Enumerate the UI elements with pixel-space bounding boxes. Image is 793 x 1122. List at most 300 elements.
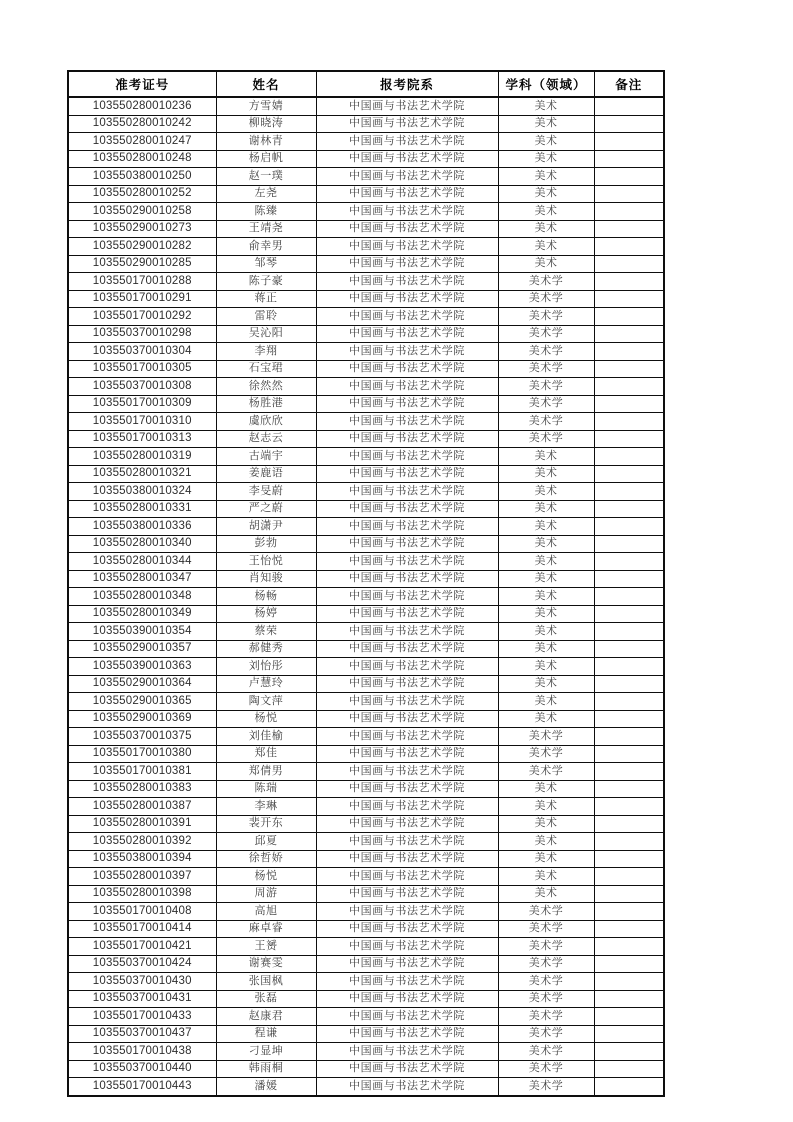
cell-name: 赵一璞 — [216, 168, 316, 186]
cell-name: 刁显坤 — [216, 1043, 316, 1061]
cell-admission-number: 103550170010305 — [68, 360, 216, 378]
cell-note — [594, 990, 664, 1008]
cell-name: 程谦 — [216, 1025, 316, 1043]
table-row — [68, 798, 664, 816]
cell-subject: 美术学 — [498, 1078, 594, 1096]
cell-department: 中国画与书法艺术学院 — [316, 448, 498, 466]
cell-subject: 美术 — [498, 570, 594, 588]
table-row — [68, 115, 664, 133]
cell-note — [594, 1043, 664, 1061]
cell-admission-number: 103550170010309 — [68, 395, 216, 413]
cell-note — [594, 553, 664, 571]
cell-name: 左尧 — [216, 185, 316, 203]
cell-note — [594, 115, 664, 133]
cell-name: 柳晓涛 — [216, 115, 316, 133]
cell-admission-number: 103550280010236 — [68, 97, 216, 115]
cell-note — [594, 588, 664, 606]
cell-department: 中国画与书法艺术学院 — [316, 308, 498, 326]
cell-admission-number: 103550170010292 — [68, 308, 216, 326]
cell-subject: 美术 — [498, 675, 594, 693]
cell-note — [594, 220, 664, 238]
cell-subject: 美术 — [498, 640, 594, 658]
cell-note — [594, 815, 664, 833]
cell-note — [594, 658, 664, 676]
cell-subject: 美术 — [498, 168, 594, 186]
cell-name: 赵康君 — [216, 1008, 316, 1026]
table-row — [68, 850, 664, 868]
cell-note — [594, 780, 664, 798]
cell-department: 中国画与书法艺术学院 — [316, 640, 498, 658]
table-row — [68, 990, 664, 1008]
table-header-row — [68, 71, 664, 97]
cell-department: 中国画与书法艺术学院 — [316, 815, 498, 833]
table-row — [68, 500, 664, 518]
cell-department: 中国画与书法艺术学院 — [316, 203, 498, 221]
cell-name: 韩雨桐 — [216, 1060, 316, 1078]
cell-name: 邱夏 — [216, 833, 316, 851]
cell-note — [594, 255, 664, 273]
cell-name: 陈子豪 — [216, 273, 316, 291]
cell-name: 古端宇 — [216, 448, 316, 466]
cell-admission-number: 103550290010282 — [68, 238, 216, 256]
cell-name: 赵志云 — [216, 430, 316, 448]
cell-subject: 美术 — [498, 448, 594, 466]
cell-name: 刘佳榆 — [216, 728, 316, 746]
cell-subject: 美术 — [498, 815, 594, 833]
cell-subject: 美术 — [498, 605, 594, 623]
cell-subject: 美术学 — [498, 395, 594, 413]
cell-department: 中国画与书法艺术学院 — [316, 430, 498, 448]
column-header-id: 准考证号 — [68, 71, 216, 97]
cell-subject: 美术学 — [498, 1025, 594, 1043]
cell-subject: 美术 — [498, 518, 594, 536]
cell-name: 张磊 — [216, 990, 316, 1008]
cell-subject: 美术 — [498, 238, 594, 256]
cell-department: 中国画与书法艺术学院 — [316, 920, 498, 938]
table-row — [68, 518, 664, 536]
cell-subject: 美术学 — [498, 430, 594, 448]
cell-department: 中国画与书法艺术学院 — [316, 465, 498, 483]
cell-admission-number: 103550280010319 — [68, 448, 216, 466]
cell-subject: 美术 — [498, 868, 594, 886]
cell-note — [594, 343, 664, 361]
cell-name: 卢慧玲 — [216, 675, 316, 693]
cell-admission-number: 103550370010437 — [68, 1025, 216, 1043]
cell-name: 刘怡彤 — [216, 658, 316, 676]
cell-note — [594, 1008, 664, 1026]
table-row — [68, 658, 664, 676]
cell-admission-number: 103550290010258 — [68, 203, 216, 221]
table-row — [68, 465, 664, 483]
cell-admission-number: 103550370010424 — [68, 955, 216, 973]
cell-note — [594, 535, 664, 553]
cell-name: 蔡荣 — [216, 623, 316, 641]
cell-department: 中国画与书法艺术学院 — [316, 360, 498, 378]
cell-department: 中国画与书法艺术学院 — [316, 990, 498, 1008]
cell-name: 吴沁阳 — [216, 325, 316, 343]
cell-note — [594, 185, 664, 203]
cell-note — [594, 308, 664, 326]
cell-admission-number: 103550290010369 — [68, 710, 216, 728]
table-row — [68, 640, 664, 658]
table-row — [68, 1008, 664, 1026]
cell-admission-number: 103550380010336 — [68, 518, 216, 536]
cell-department: 中国画与书法艺术学院 — [316, 833, 498, 851]
cell-note — [594, 623, 664, 641]
cell-department: 中国画与书法艺术学院 — [316, 185, 498, 203]
table-row — [68, 360, 664, 378]
cell-note — [594, 885, 664, 903]
table-row — [68, 413, 664, 431]
table-row — [68, 553, 664, 571]
cell-department: 中国画与书法艺术学院 — [316, 868, 498, 886]
cell-department: 中国画与书法艺术学院 — [316, 710, 498, 728]
cell-department: 中国画与书法艺术学院 — [316, 728, 498, 746]
table-row — [68, 728, 664, 746]
cell-department: 中国画与书法艺术学院 — [316, 658, 498, 676]
cell-name: 蒋正 — [216, 290, 316, 308]
cell-name: 陶文萍 — [216, 693, 316, 711]
cell-note — [594, 763, 664, 781]
cell-name: 虞欣欣 — [216, 413, 316, 431]
cell-subject: 美术 — [498, 588, 594, 606]
cell-department: 中国画与书法艺术学院 — [316, 675, 498, 693]
cell-note — [594, 710, 664, 728]
cell-admission-number: 103550170010288 — [68, 273, 216, 291]
cell-subject: 美术学 — [498, 308, 594, 326]
cell-note — [594, 150, 664, 168]
cell-admission-number: 103550380010394 — [68, 850, 216, 868]
cell-admission-number: 103550370010375 — [68, 728, 216, 746]
cell-admission-number: 103550280010387 — [68, 798, 216, 816]
cell-note — [594, 273, 664, 291]
table-row — [68, 675, 664, 693]
cell-name: 彭勃 — [216, 535, 316, 553]
table-row — [68, 763, 664, 781]
cell-name: 陈臻 — [216, 203, 316, 221]
cell-admission-number: 103550170010433 — [68, 1008, 216, 1026]
cell-admission-number: 103550280010392 — [68, 833, 216, 851]
table-row — [68, 395, 664, 413]
cell-name: 李琳 — [216, 798, 316, 816]
table-row — [68, 290, 664, 308]
cell-name: 李旻蔚 — [216, 483, 316, 501]
cell-subject: 美术学 — [498, 728, 594, 746]
cell-admission-number: 103550170010291 — [68, 290, 216, 308]
cell-department: 中国画与书法艺术学院 — [316, 325, 498, 343]
cell-admission-number: 103550280010248 — [68, 150, 216, 168]
cell-name: 郝健秀 — [216, 640, 316, 658]
cell-subject: 美术 — [498, 133, 594, 151]
table-row — [68, 833, 664, 851]
cell-name: 谢林青 — [216, 133, 316, 151]
cell-admission-number: 103550370010298 — [68, 325, 216, 343]
cell-department: 中国画与书法艺术学院 — [316, 588, 498, 606]
cell-department: 中国画与书法艺术学院 — [316, 553, 498, 571]
table-row — [68, 535, 664, 553]
cell-admission-number: 103550280010349 — [68, 605, 216, 623]
cell-subject: 美术学 — [498, 973, 594, 991]
cell-name: 肖知骏 — [216, 570, 316, 588]
cell-name: 徐哲娇 — [216, 850, 316, 868]
cell-name: 杨悦 — [216, 710, 316, 728]
cell-department: 中国画与书法艺术学院 — [316, 885, 498, 903]
cell-admission-number: 103550280010391 — [68, 815, 216, 833]
cell-subject: 美术学 — [498, 343, 594, 361]
cell-name: 石宝珺 — [216, 360, 316, 378]
cell-admission-number: 103550370010430 — [68, 973, 216, 991]
cell-subject: 美术 — [498, 780, 594, 798]
cell-subject: 美术 — [498, 693, 594, 711]
cell-admission-number: 103550280010348 — [68, 588, 216, 606]
cell-admission-number: 103550380010250 — [68, 168, 216, 186]
cell-name: 张国枫 — [216, 973, 316, 991]
cell-name: 谢赛雯 — [216, 955, 316, 973]
cell-admission-number: 103550170010408 — [68, 903, 216, 921]
cell-note — [594, 203, 664, 221]
cell-note — [594, 133, 664, 151]
cell-admission-number: 103550390010354 — [68, 623, 216, 641]
table-row — [68, 903, 664, 921]
table-row — [68, 885, 664, 903]
candidate-roster-table — [67, 70, 665, 1097]
cell-subject: 美术学 — [498, 1043, 594, 1061]
cell-admission-number: 103550390010363 — [68, 658, 216, 676]
table-row — [68, 815, 664, 833]
cell-name: 王靖尧 — [216, 220, 316, 238]
table-row — [68, 133, 664, 151]
cell-subject: 美术学 — [498, 290, 594, 308]
cell-subject: 美术学 — [498, 413, 594, 431]
cell-name: 雷聆 — [216, 308, 316, 326]
cell-subject: 美术 — [498, 623, 594, 641]
cell-subject: 美术学 — [498, 325, 594, 343]
cell-department: 中国画与书法艺术学院 — [316, 150, 498, 168]
cell-subject: 美术学 — [498, 360, 594, 378]
cell-note — [594, 430, 664, 448]
cell-note — [594, 325, 664, 343]
cell-subject: 美术 — [498, 483, 594, 501]
cell-note — [594, 378, 664, 396]
table-row — [68, 1025, 664, 1043]
cell-name: 王怡悦 — [216, 553, 316, 571]
cell-admission-number: 103550170010380 — [68, 745, 216, 763]
cell-note — [594, 728, 664, 746]
column-header-dept: 报考院系 — [316, 71, 498, 97]
table-row — [68, 693, 664, 711]
column-header-name: 姓名 — [216, 71, 316, 97]
cell-admission-number: 103550380010324 — [68, 483, 216, 501]
cell-department: 中国画与书法艺术学院 — [316, 395, 498, 413]
cell-note — [594, 448, 664, 466]
cell-name: 郑倩男 — [216, 763, 316, 781]
cell-admission-number: 103550370010440 — [68, 1060, 216, 1078]
cell-subject: 美术学 — [498, 1060, 594, 1078]
table-row — [68, 273, 664, 291]
cell-admission-number: 103550280010242 — [68, 115, 216, 133]
cell-note — [594, 833, 664, 851]
cell-name: 周游 — [216, 885, 316, 903]
cell-name: 杨悦 — [216, 868, 316, 886]
cell-subject: 美术 — [498, 115, 594, 133]
cell-department: 中国画与书法艺术学院 — [316, 745, 498, 763]
table-row — [68, 97, 664, 115]
table-row — [68, 238, 664, 256]
cell-subject: 美术 — [498, 798, 594, 816]
cell-note — [594, 973, 664, 991]
cell-note — [594, 290, 664, 308]
cell-admission-number: 103550170010381 — [68, 763, 216, 781]
cell-admission-number: 103550280010340 — [68, 535, 216, 553]
cell-subject: 美术学 — [498, 903, 594, 921]
cell-department: 中国画与书法艺术学院 — [316, 850, 498, 868]
cell-department: 中国画与书法艺术学院 — [316, 938, 498, 956]
cell-subject: 美术 — [498, 710, 594, 728]
cell-admission-number: 103550290010285 — [68, 255, 216, 273]
table-row — [68, 185, 664, 203]
cell-admission-number: 103550280010252 — [68, 185, 216, 203]
table-row — [68, 955, 664, 973]
table-row — [68, 588, 664, 606]
cell-admission-number: 103550280010247 — [68, 133, 216, 151]
cell-subject: 美术学 — [498, 1008, 594, 1026]
cell-subject: 美术 — [498, 553, 594, 571]
cell-name: 方雪婧 — [216, 97, 316, 115]
cell-department: 中国画与书法艺术学院 — [316, 955, 498, 973]
cell-department: 中国画与书法艺术学院 — [316, 780, 498, 798]
cell-name: 杨婷 — [216, 605, 316, 623]
cell-name: 郑佳 — [216, 745, 316, 763]
table-row — [68, 483, 664, 501]
cell-department: 中国画与书法艺术学院 — [316, 500, 498, 518]
cell-subject: 美术学 — [498, 938, 594, 956]
cell-department: 中国画与书法艺术学院 — [316, 378, 498, 396]
cell-name: 杨畅 — [216, 588, 316, 606]
cell-name: 俞幸男 — [216, 238, 316, 256]
cell-note — [594, 1025, 664, 1043]
cell-note — [594, 903, 664, 921]
cell-subject: 美术 — [498, 97, 594, 115]
cell-admission-number: 103550370010431 — [68, 990, 216, 1008]
cell-note — [594, 850, 664, 868]
cell-subject: 美术 — [498, 885, 594, 903]
cell-name: 胡潇尹 — [216, 518, 316, 536]
cell-name: 高旭 — [216, 903, 316, 921]
cell-name: 邹琴 — [216, 255, 316, 273]
cell-subject: 美术学 — [498, 990, 594, 1008]
cell-subject: 美术 — [498, 255, 594, 273]
cell-note — [594, 675, 664, 693]
table-row — [68, 168, 664, 186]
column-header-subject: 学科（领域） — [498, 71, 594, 97]
cell-note — [594, 920, 664, 938]
table-row — [68, 973, 664, 991]
table-row — [68, 343, 664, 361]
cell-department: 中国画与书法艺术学院 — [316, 220, 498, 238]
cell-department: 中国画与书法艺术学院 — [316, 343, 498, 361]
cell-department: 中国画与书法艺术学院 — [316, 1043, 498, 1061]
cell-department: 中国画与书法艺术学院 — [316, 763, 498, 781]
cell-note — [594, 97, 664, 115]
cell-name: 杨胜港 — [216, 395, 316, 413]
cell-name: 徐然然 — [216, 378, 316, 396]
cell-department: 中国画与书法艺术学院 — [316, 518, 498, 536]
cell-name: 陈瑞 — [216, 780, 316, 798]
cell-department: 中国画与书法艺术学院 — [316, 903, 498, 921]
cell-subject: 美术学 — [498, 763, 594, 781]
cell-subject: 美术 — [498, 465, 594, 483]
cell-note — [594, 605, 664, 623]
cell-subject: 美术 — [498, 220, 594, 238]
table-row — [68, 570, 664, 588]
cell-department: 中国画与书法艺术学院 — [316, 133, 498, 151]
cell-subject: 美术 — [498, 185, 594, 203]
table-row — [68, 203, 664, 221]
cell-note — [594, 1078, 664, 1096]
cell-admission-number: 103550280010331 — [68, 500, 216, 518]
cell-department: 中国画与书法艺术学院 — [316, 115, 498, 133]
cell-admission-number: 103550170010443 — [68, 1078, 216, 1096]
cell-subject: 美术学 — [498, 745, 594, 763]
cell-note — [594, 395, 664, 413]
cell-admission-number: 103550280010321 — [68, 465, 216, 483]
cell-subject: 美术学 — [498, 378, 594, 396]
cell-admission-number: 103550170010414 — [68, 920, 216, 938]
cell-name: 麻卓睿 — [216, 920, 316, 938]
cell-department: 中国画与书法艺术学院 — [316, 238, 498, 256]
cell-name: 裴开东 — [216, 815, 316, 833]
cell-department: 中国画与书法艺术学院 — [316, 168, 498, 186]
cell-department: 中国画与书法艺术学院 — [316, 1060, 498, 1078]
cell-admission-number: 103550170010313 — [68, 430, 216, 448]
cell-note — [594, 500, 664, 518]
cell-note — [594, 640, 664, 658]
cell-department: 中国画与书法艺术学院 — [316, 255, 498, 273]
cell-department: 中国画与书法艺术学院 — [316, 413, 498, 431]
cell-note — [594, 360, 664, 378]
cell-subject: 美术学 — [498, 955, 594, 973]
table-row — [68, 1060, 664, 1078]
column-header-note: 备注 — [594, 71, 664, 97]
table-row — [68, 378, 664, 396]
cell-name: 李翔 — [216, 343, 316, 361]
cell-name: 杨启帆 — [216, 150, 316, 168]
cell-note — [594, 483, 664, 501]
table-row — [68, 150, 664, 168]
table-row — [68, 780, 664, 798]
cell-note — [594, 798, 664, 816]
cell-note — [594, 518, 664, 536]
table-body — [68, 97, 664, 1096]
cell-note — [594, 693, 664, 711]
cell-department: 中国画与书法艺术学院 — [316, 973, 498, 991]
cell-note — [594, 1060, 664, 1078]
table-row — [68, 448, 664, 466]
cell-note — [594, 465, 664, 483]
cell-admission-number: 103550170010438 — [68, 1043, 216, 1061]
cell-subject: 美术 — [498, 150, 594, 168]
cell-department: 中国画与书法艺术学院 — [316, 570, 498, 588]
cell-department: 中国画与书法艺术学院 — [316, 623, 498, 641]
cell-note — [594, 938, 664, 956]
cell-admission-number: 103550170010310 — [68, 413, 216, 431]
cell-name: 王赟 — [216, 938, 316, 956]
cell-note — [594, 168, 664, 186]
cell-note — [594, 745, 664, 763]
cell-admission-number: 103550370010308 — [68, 378, 216, 396]
cell-admission-number: 103550280010344 — [68, 553, 216, 571]
cell-department: 中国画与书法艺术学院 — [316, 1025, 498, 1043]
